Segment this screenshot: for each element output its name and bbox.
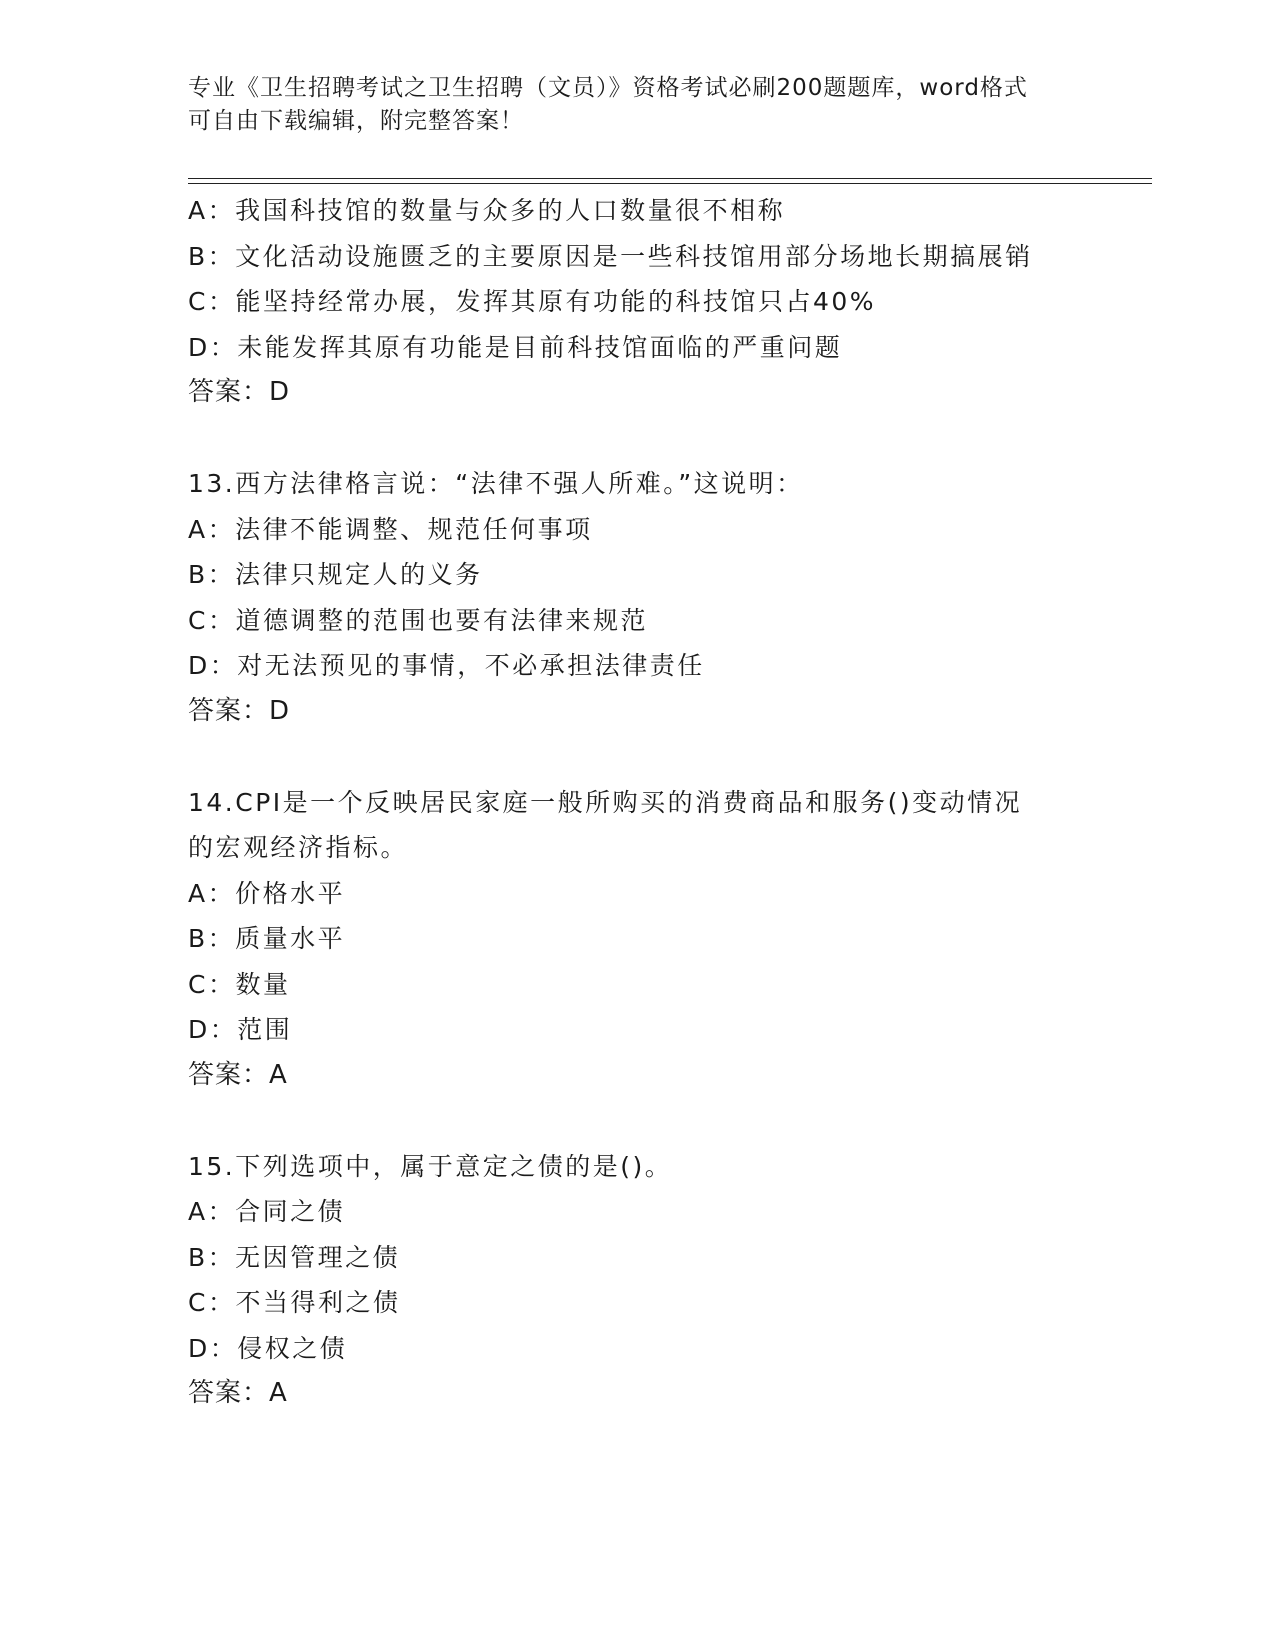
question-stem: 14.CPI是一个反映居民家庭一般所购买的消费商品和服务()变动情况: [188, 787, 1023, 817]
option-c: C：数量: [188, 969, 291, 999]
question-list: [188, 188, 1088, 1417]
header-line-1: 专业《卫生招聘考试之卫生招聘（文员）》资格考试必刷200题题库，word格式: [188, 75, 1028, 101]
question-block-12: [188, 188, 1088, 416]
option-d: D：对无法预见的事情，不必承担法律责任: [188, 651, 705, 680]
option-d: D：侵权之债: [188, 1333, 348, 1363]
question-stem: 13.西方法律格言说：“法律不强人所难。”这说明：: [188, 469, 804, 498]
option-c: C：不当得利之债: [188, 1288, 401, 1317]
option-b: B：文化活动设施匮乏的主要原因是一些科技馆用部分场地长期搞展销: [188, 241, 1033, 271]
header-divider-top: [188, 178, 1152, 179]
spacer: [188, 734, 1088, 780]
option-d: D：范围: [188, 1015, 293, 1044]
option-a: A：法律不能调整、规范任何事项: [188, 514, 593, 544]
answer-line: 答案：A: [188, 1059, 288, 1090]
option-a: A：合同之债: [188, 1197, 346, 1226]
answer-line: 答案：D: [188, 695, 291, 726]
option-b: B：质量水平: [188, 924, 346, 953]
option-c: C：道德调整的范围也要有法律来规范: [188, 605, 648, 635]
spacer: [188, 416, 1088, 462]
question-block-15: [188, 1144, 1088, 1417]
question-stem: 15.下列选项中，属于意定之债的是()。: [188, 1151, 673, 1181]
header-divider-bottom: [188, 183, 1152, 184]
header-line-2: 可自由下载编辑，附完整答案！: [188, 108, 524, 134]
option-a: A：价格水平: [188, 878, 346, 908]
option-b: B：无因管理之债: [188, 1242, 401, 1272]
option-d: D：未能发挥其原有功能是目前科技馆面临的严重问题: [188, 332, 843, 362]
option-c: C：能坚持经常办展，发挥其原有功能的科技馆只占40%: [188, 287, 877, 316]
answer-line: 答案：A: [188, 1378, 288, 1408]
question-block-14: [188, 780, 1088, 1099]
question-stem-continued: 的宏观经济指标。: [188, 833, 409, 862]
spacer: [188, 1098, 1088, 1144]
document-header: [188, 72, 1068, 138]
question-block-13: [188, 461, 1088, 734]
answer-line: 答案：D: [188, 377, 291, 407]
option-b: B：法律只规定人的义务: [188, 560, 483, 589]
option-a: A：我国科技馆的数量与众多的人口数量很不相称: [188, 196, 786, 225]
